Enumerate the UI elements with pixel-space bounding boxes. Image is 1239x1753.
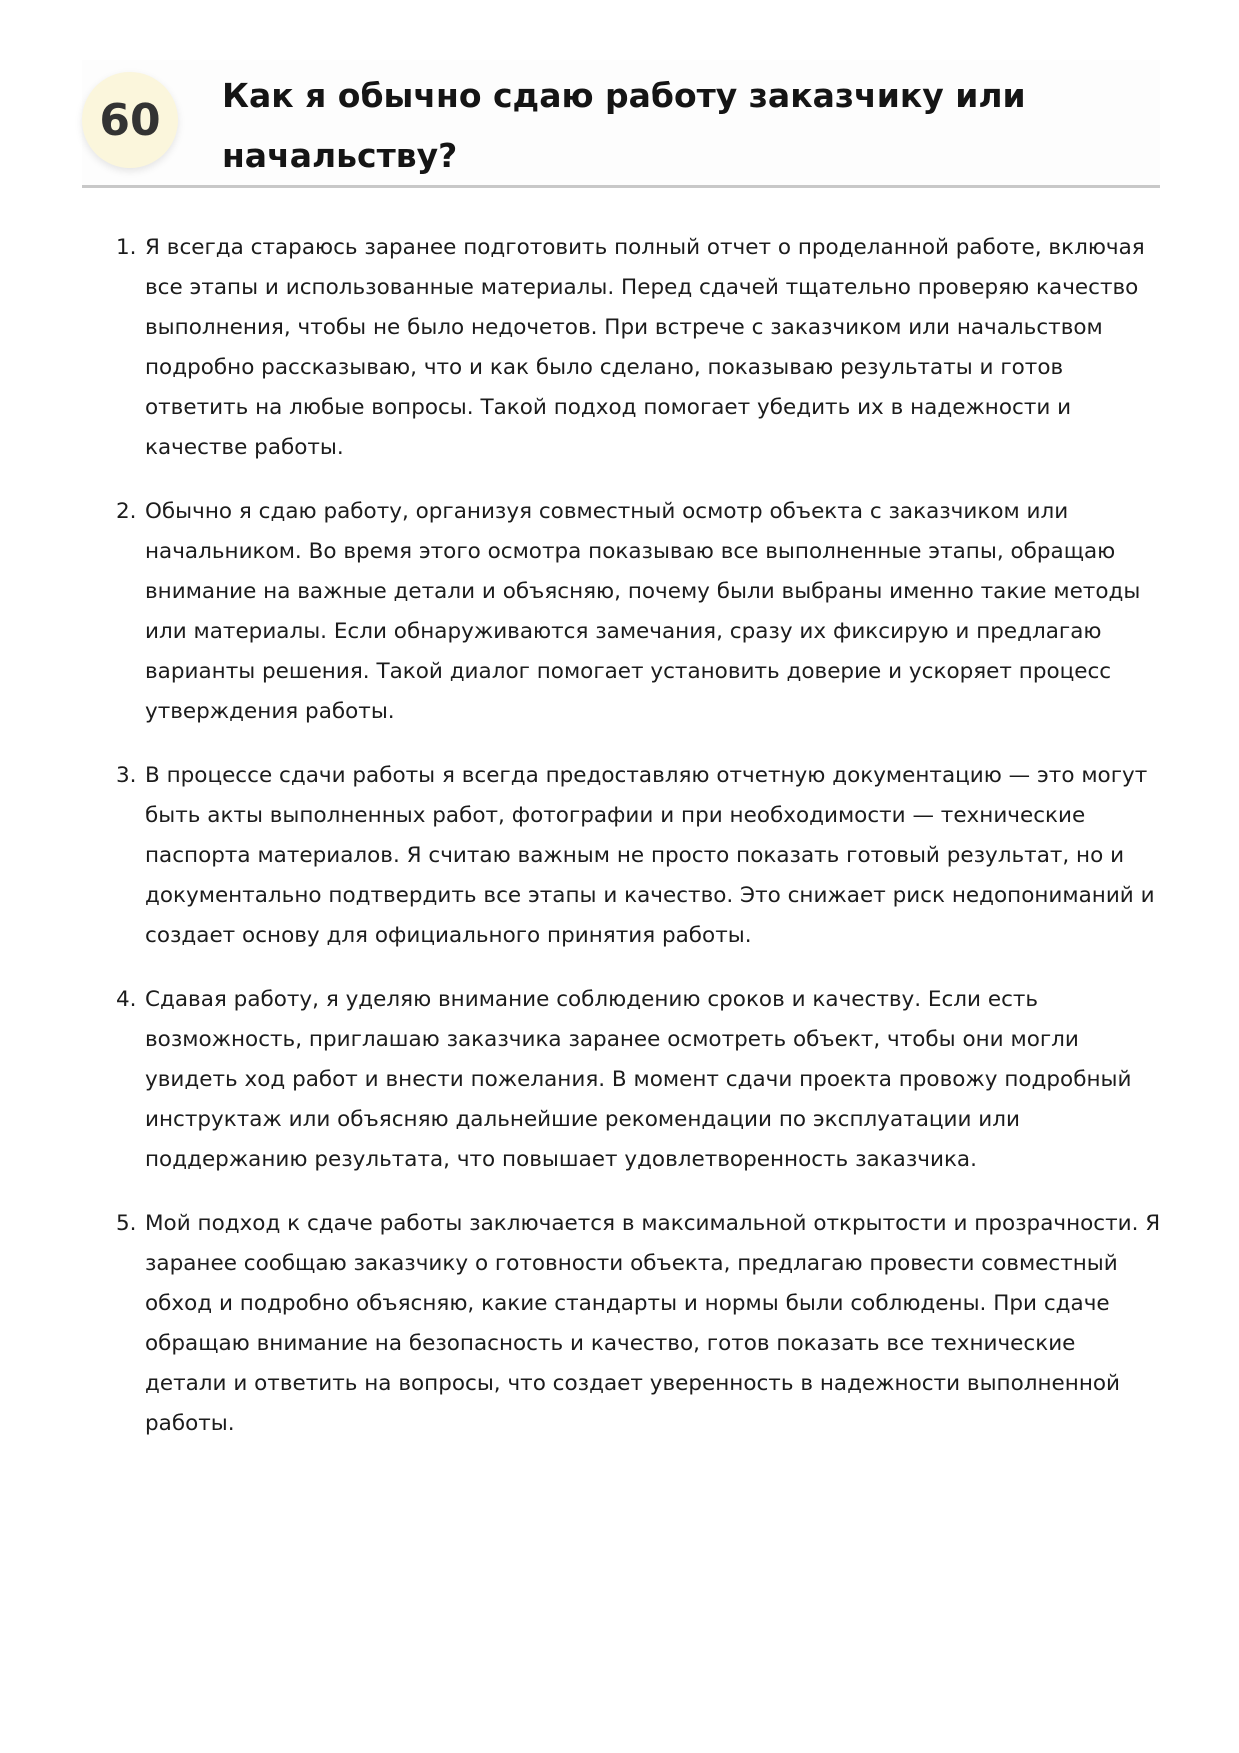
answer-item bbox=[100, 228, 1162, 468]
answer-text: Обычно я сдаю работу, организуя совместный осмотр объекта с заказчиком или начальником. Во время этого осмотра показываю все выполненные этапы, обращаю внимание на важные детали и объясняю, почему были выбраны именно такие методы или материалы. Если обнаруживаются замечания, сразу их фиксирую и предлагаю варианты решения. Такой диалог помогает установить доверие и ускоряет процесс утверждения работы. bbox=[145, 499, 1141, 724]
answer-number: 5. bbox=[116, 1211, 137, 1236]
answer-text: Мой подход к сдаче работы заключается в максимальной открытости и прозрачности. Я заранее сообщаю заказчику о готовности объекта, предлагаю провести совместный обход и подробно объясняю, какие стандарты и нормы были соблюдены. При сдаче обращаю внимание на безопасность и качество, готов показать все технические детали и ответить на вопросы, что создает уверенность в надежности выполненной работы. bbox=[145, 1211, 1161, 1436]
answer-item bbox=[100, 980, 1162, 1180]
answer-number: 1. bbox=[116, 235, 137, 260]
question-title: Как я обычно сдаю работу заказчику или начальству? bbox=[222, 76, 1026, 175]
answer-text: В процессе сдачи работы я всегда предоставляю отчетную документацию — это могут быть акты выполненных работ, фотографии и при необходимости — технические паспорта материалов. Я считаю важным не просто показать готовый результат, но и документально подтвердить все этапы и качество. Это снижает риск недопониманий и создает основу для официального принятия работы. bbox=[145, 763, 1155, 948]
question-header bbox=[82, 60, 1160, 188]
answer-number: 2. bbox=[116, 499, 137, 524]
answer-number: 3. bbox=[116, 763, 137, 788]
answer-item bbox=[100, 492, 1162, 732]
answer-number: 4. bbox=[116, 987, 137, 1012]
answer-list bbox=[100, 228, 1162, 1468]
question-number-badge: 60 bbox=[82, 72, 178, 168]
answer-item bbox=[100, 1204, 1162, 1444]
answer-text: Я всегда стараюсь заранее подготовить полный отчет о проделанной работе, включая все этапы и использованные материалы. Перед сдачей тщательно проверяю качество выполнения, чтобы не было недочетов. При встрече с заказчиком или начальством подробно рассказываю, что и как было сделано, показываю результаты и готов ответить на любые вопросы. Такой подход помогает убедить их в надежности и качестве работы. bbox=[145, 235, 1145, 460]
answer-text: Сдавая работу, я уделяю внимание соблюдению сроков и качеству. Если есть возможность, приглашаю заказчика заранее осмотреть объект, чтобы они могли увидеть ход работ и внести пожелания. В момент сдачи проекта провожу подробный инструктаж или объясняю дальнейшие рекомендации по эксплуатации или поддержанию результата, что повышает удовлетворенность заказчика. bbox=[145, 987, 1132, 1172]
answer-item bbox=[100, 756, 1162, 956]
